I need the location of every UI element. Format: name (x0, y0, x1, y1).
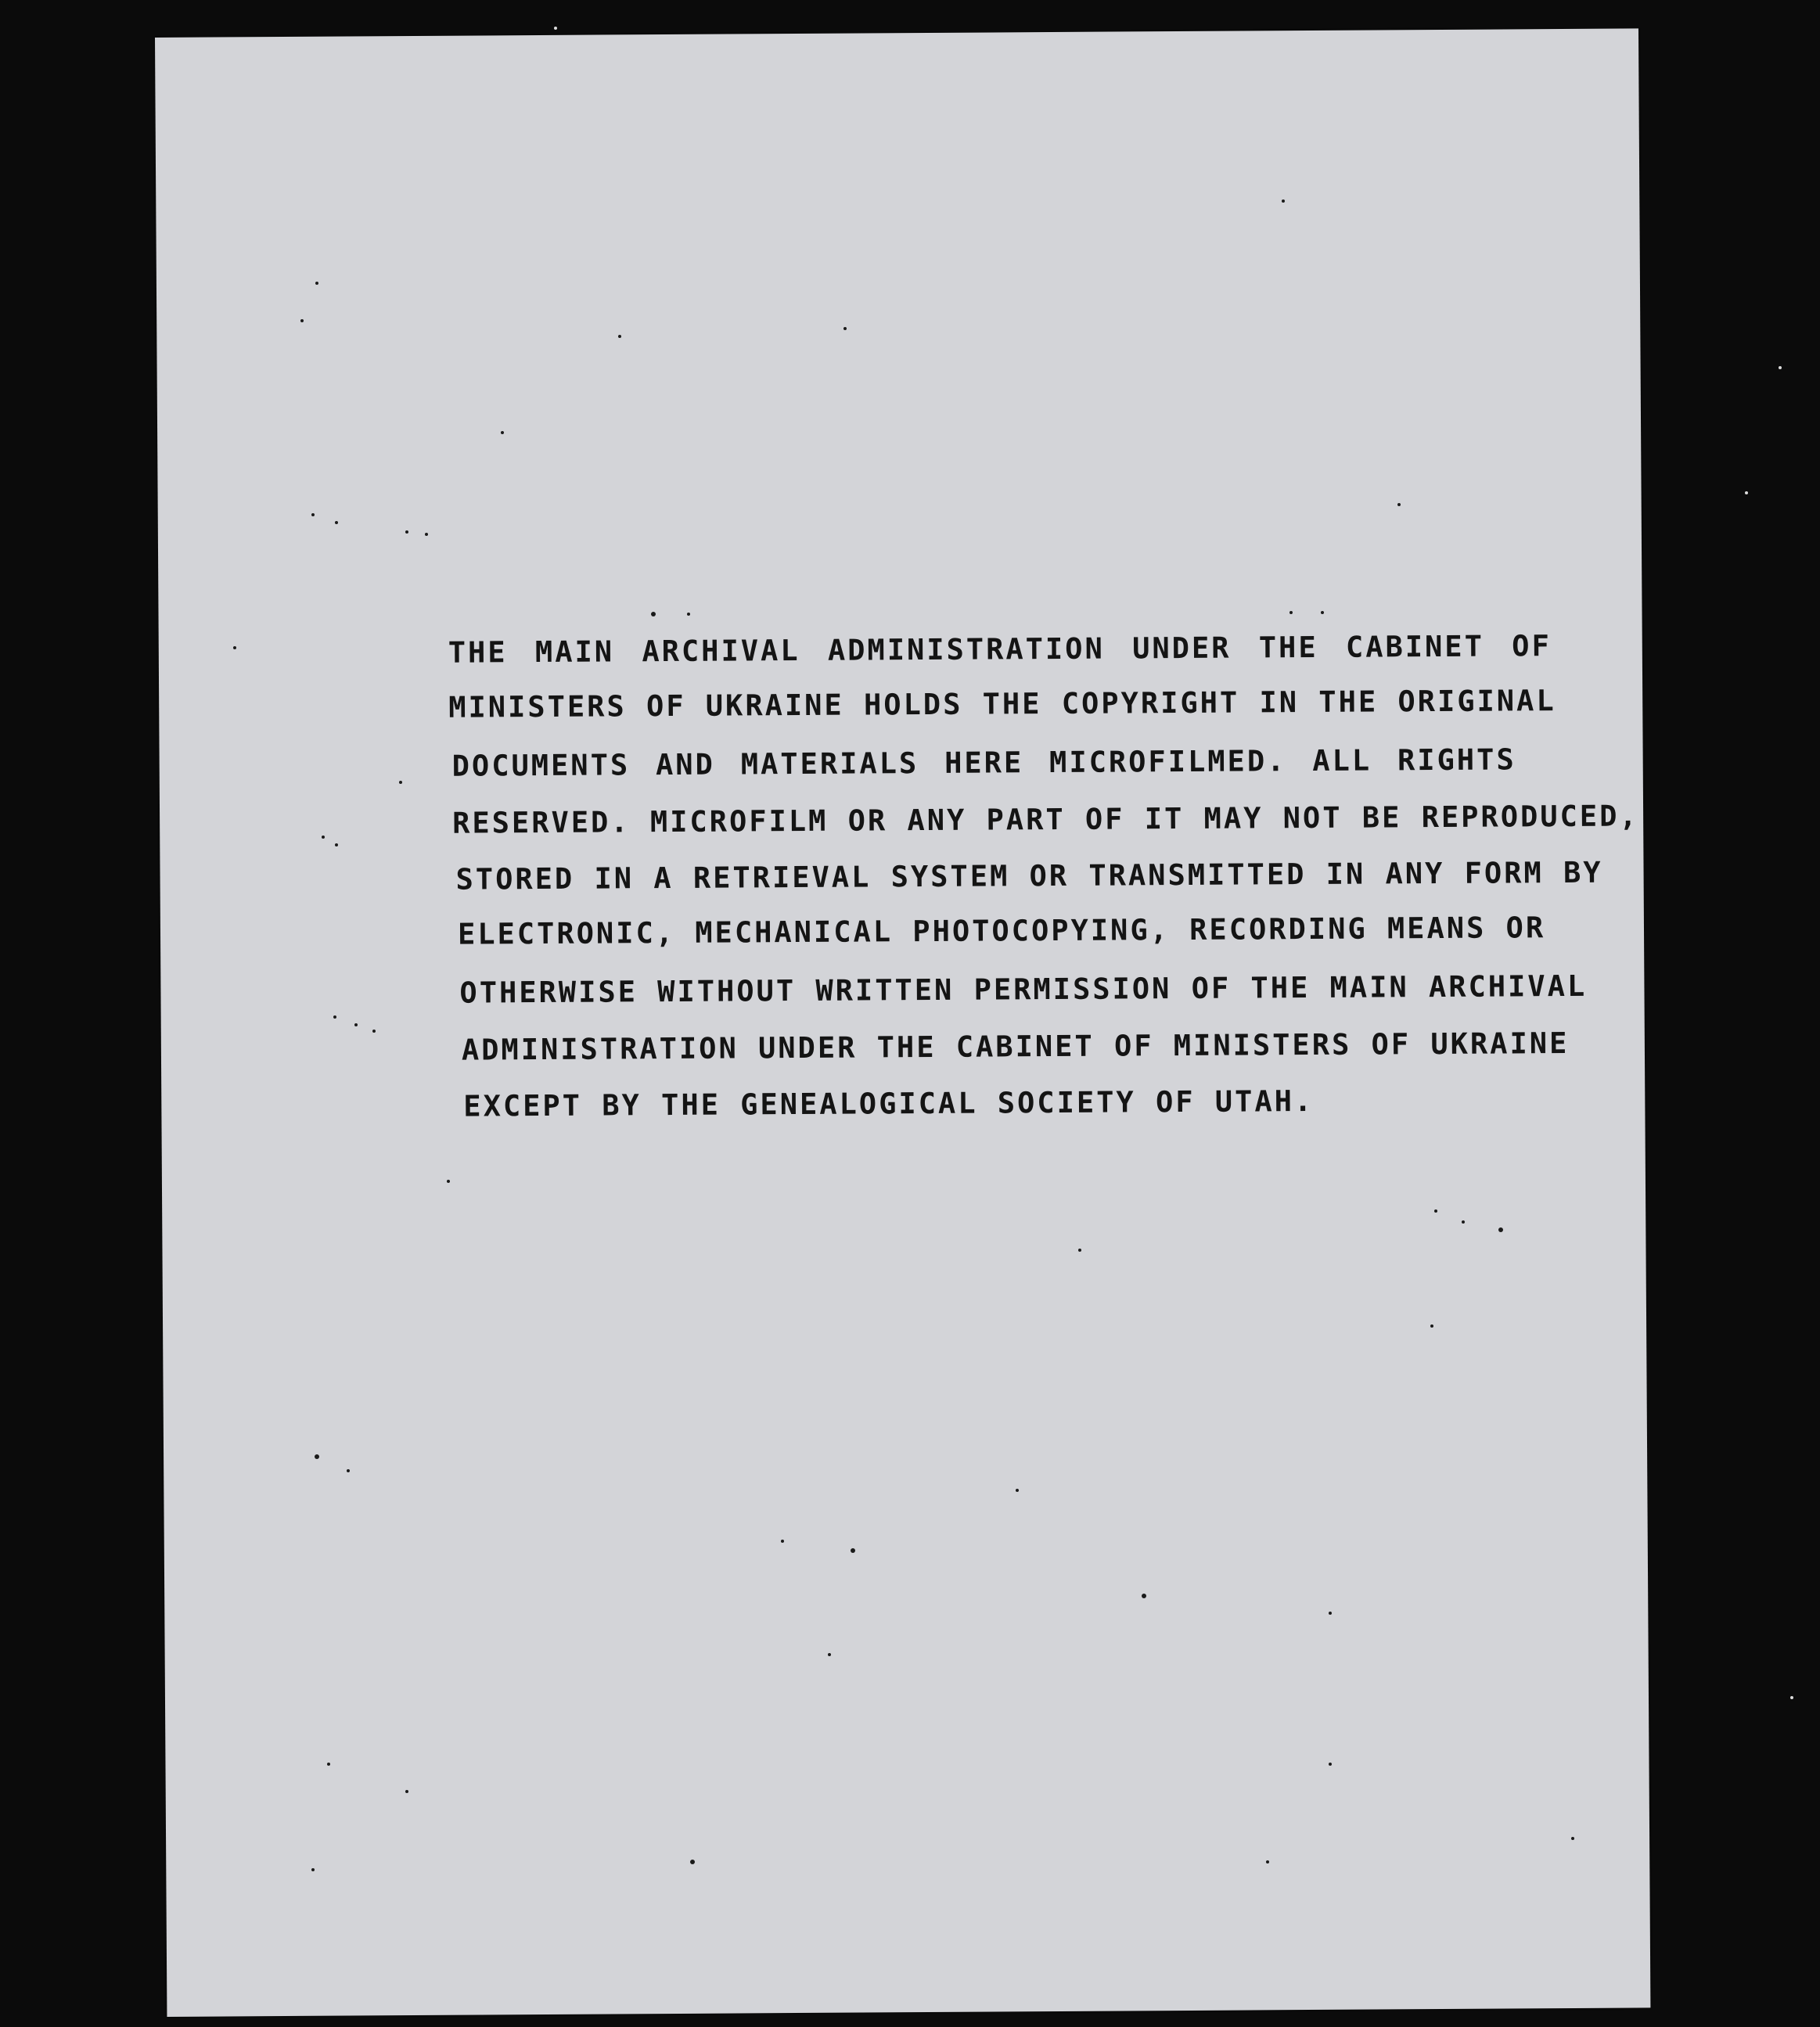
notice-line-5: STORED IN A RETRIEVAL SYSTEM OR TRANSMITTED IN ANY FORM BY (455, 855, 1603, 897)
notice-line-3: DOCUMENTS AND MATERIALS HERE MICROFILMED. ALL RIGHTS (451, 742, 1516, 783)
notice-line-9: EXCEPT BY THE GENEALOGICAL SOCIETY OF UTAH. (463, 1084, 1315, 1123)
notice-line-6: ELECTRONIC, MECHANICAL PHOTOCOPYING, RECORDING MEANS OR (457, 911, 1546, 951)
notice-line-7: OTHERWISE WITHOUT WRITTEN PERMISSION OF THE MAIN ARCHIVAL (459, 969, 1588, 1010)
notice-line-1: THE MAIN ARCHIVAL ADMINISTRATION UNDER THE CABINET OF (448, 629, 1552, 670)
copyright-notice (448, 629, 1639, 1123)
notice-line-4: RESERVED. MICROFILM OR ANY PART OF IT MAY NOT BE REPRODUCED, (452, 799, 1639, 840)
microfilm-page (155, 28, 1650, 2017)
notice-line-8: ADMINISTRATION UNDER THE CABINET OF MINISTERS OF UKRAINE (461, 1026, 1570, 1067)
notice-line-2: MINISTERS OF UKRAINE HOLDS THE COPYRIGHT IN THE ORIGINAL (448, 684, 1556, 724)
